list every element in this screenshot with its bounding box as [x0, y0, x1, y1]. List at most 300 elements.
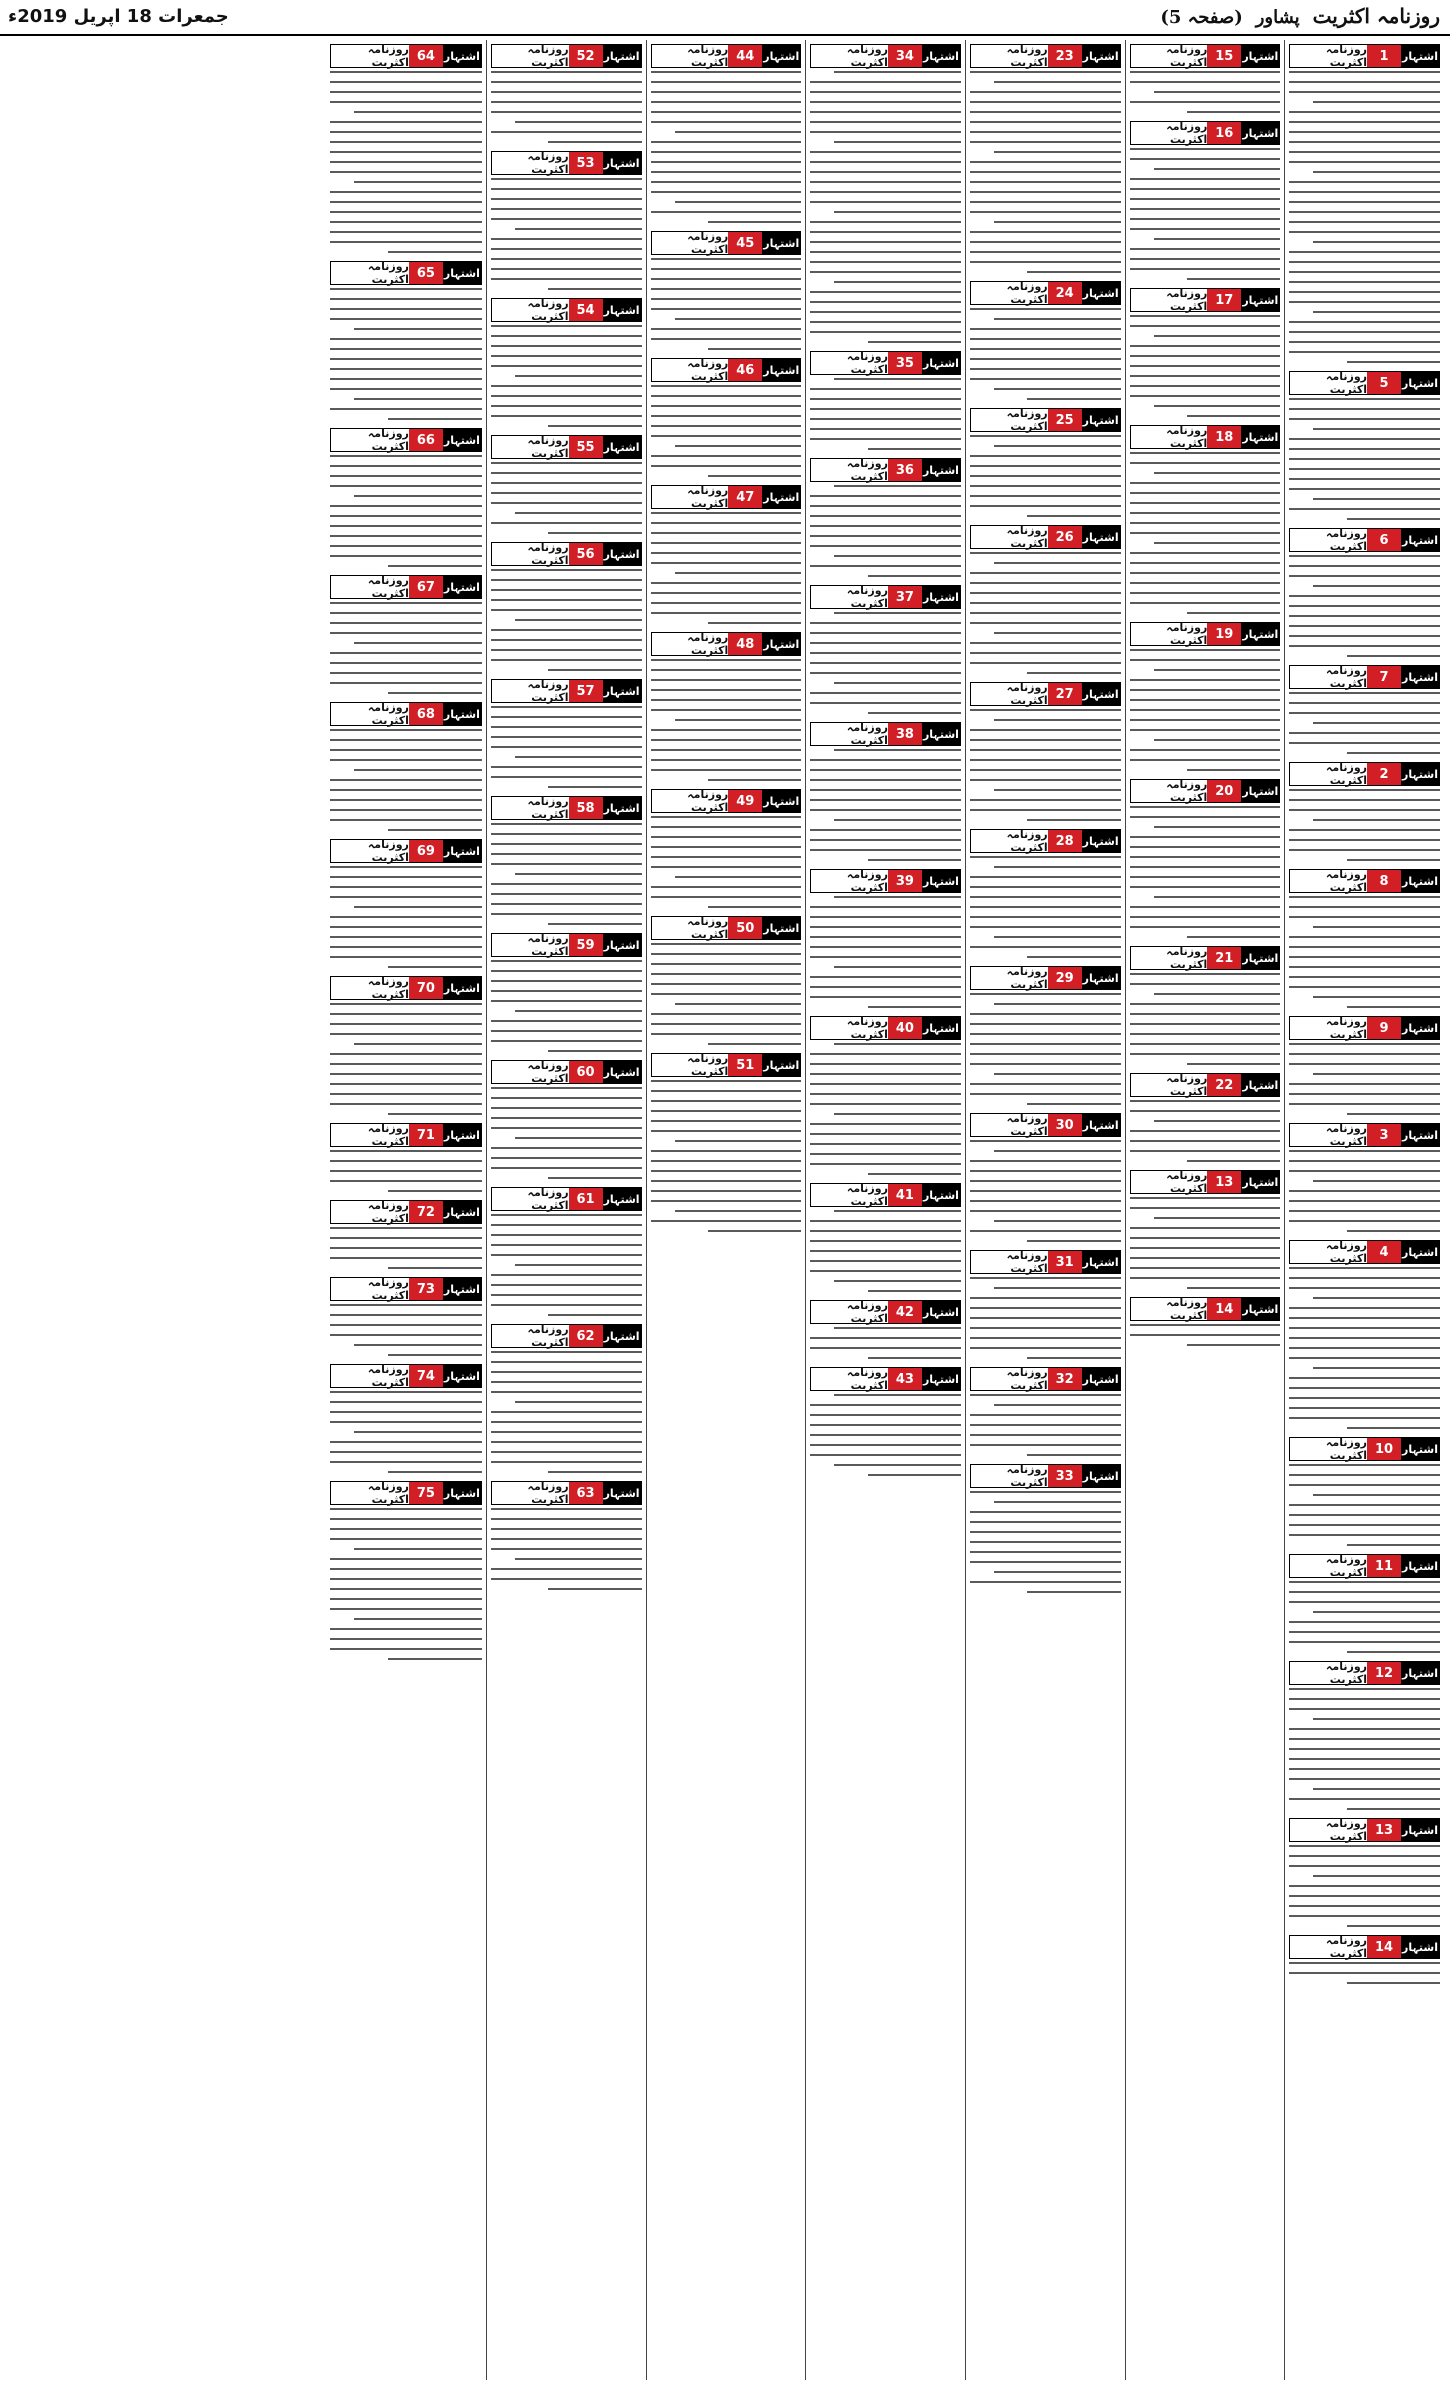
notice-header	[330, 1277, 482, 1301]
notice-kind: روزنامہ اکثریت	[367, 43, 409, 69]
text-line	[970, 1190, 1121, 1192]
notice-header	[330, 1364, 482, 1388]
notice-label: اشتہار	[603, 45, 641, 67]
notice-kind: روزنامہ اکثریت	[1166, 424, 1208, 450]
text-line	[1130, 218, 1281, 220]
text-line	[548, 923, 641, 925]
notice-label: اشتہار	[603, 1188, 641, 1210]
text-line	[1313, 498, 1440, 500]
text-line	[970, 1297, 1121, 1299]
text-line	[1289, 1504, 1440, 1506]
text-line	[810, 221, 961, 223]
text-line	[1347, 1113, 1440, 1115]
notice-header	[970, 408, 1121, 432]
text-line	[1130, 592, 1281, 594]
notice-kind: روزنامہ اکثریت	[1166, 945, 1208, 971]
notice-text	[1130, 973, 1281, 1065]
notice-number: 21	[1207, 947, 1241, 969]
text-line	[1289, 1387, 1440, 1389]
text-line	[1187, 1063, 1280, 1065]
text-line	[970, 251, 1121, 253]
text-line	[330, 1411, 482, 1413]
notice-number: 36	[888, 459, 922, 481]
notice-text	[1289, 692, 1440, 754]
text-line	[1130, 1227, 1281, 1229]
text-line	[1289, 341, 1440, 343]
text-line	[330, 81, 482, 83]
text-line	[810, 1053, 961, 1055]
text-line	[1289, 1855, 1440, 1857]
notice-number: 3	[1367, 1124, 1401, 1146]
text-line	[491, 629, 642, 631]
text-line	[491, 1304, 642, 1306]
notice-text	[651, 385, 802, 477]
notice-number: 68	[409, 703, 443, 725]
text-line	[651, 1200, 802, 1202]
text-line	[330, 916, 482, 918]
notice-label: اشتہار	[443, 1365, 481, 1387]
text-line	[651, 669, 802, 671]
text-line	[330, 632, 482, 634]
text-line	[810, 91, 961, 93]
notice-column	[805, 40, 965, 2380]
notice-label: اشتہار	[1082, 830, 1120, 852]
notice-header	[651, 358, 802, 382]
text-line	[330, 612, 482, 614]
notice-header	[491, 44, 642, 68]
notice-kind: روزنامہ اکثریت	[527, 678, 569, 704]
text-line	[491, 405, 642, 407]
text-line	[330, 555, 482, 557]
notice-header	[970, 1367, 1121, 1391]
text-line	[1289, 231, 1440, 233]
notice-number: 44	[728, 45, 762, 67]
notice-number: 6	[1367, 529, 1401, 551]
text-line	[651, 769, 802, 771]
text-line	[491, 1224, 642, 1226]
notice-text	[491, 706, 642, 788]
text-line	[330, 91, 482, 93]
text-line	[491, 990, 642, 992]
text-line	[810, 388, 961, 390]
text-line	[1027, 672, 1120, 674]
notice-number: 61	[569, 1188, 603, 1210]
text-line	[1130, 482, 1281, 484]
notice-text	[491, 569, 642, 671]
notice-label: اشتہار	[443, 1278, 481, 1300]
text-line	[1130, 188, 1281, 190]
text-line	[810, 201, 961, 203]
notice-header	[970, 829, 1121, 853]
text-line	[491, 1234, 642, 1236]
text-line	[675, 445, 802, 447]
text-line	[810, 495, 961, 497]
text-line	[491, 980, 642, 982]
notice-block	[970, 281, 1121, 400]
text-line	[491, 1157, 642, 1159]
text-line	[491, 823, 642, 825]
text-line	[491, 462, 642, 464]
text-line	[330, 348, 482, 350]
notice-block	[810, 44, 961, 343]
text-line	[810, 1153, 961, 1155]
notice-header	[491, 1060, 642, 1084]
text-line	[330, 946, 482, 948]
text-line	[330, 622, 482, 624]
text-line	[491, 101, 642, 103]
text-line	[330, 799, 482, 801]
text-line	[548, 1050, 641, 1052]
text-line	[354, 642, 481, 644]
text-line	[675, 1003, 802, 1005]
text-line	[651, 211, 802, 213]
text-line	[491, 716, 642, 718]
text-line	[834, 682, 961, 684]
text-line	[330, 866, 482, 868]
notice-text	[330, 729, 482, 831]
notice-block	[330, 1277, 482, 1356]
text-line	[1289, 331, 1440, 333]
notice-kind: روزنامہ اکثریت	[687, 788, 729, 814]
notice-text	[810, 1394, 961, 1476]
text-line	[491, 1117, 642, 1119]
text-line	[810, 171, 961, 173]
notice-number: 45	[728, 232, 762, 254]
notice-header	[330, 44, 482, 68]
text-line	[491, 472, 642, 474]
text-line	[651, 1150, 802, 1152]
notice-label: اشتہار	[1082, 409, 1120, 431]
text-line	[810, 956, 961, 958]
text-line	[330, 1518, 482, 1520]
notice-kind: روزنامہ اکثریت	[846, 1366, 888, 1392]
notice-header	[1130, 622, 1281, 646]
notice-number: 40	[888, 1017, 922, 1039]
text-line	[388, 251, 482, 253]
notice-text	[1289, 71, 1440, 363]
notice-block	[1130, 1170, 1281, 1289]
notice-header	[810, 351, 961, 375]
text-line	[515, 1137, 642, 1139]
notice-number: 31	[1048, 1251, 1082, 1273]
text-line	[330, 368, 482, 370]
notice-text	[970, 1277, 1121, 1359]
notice-text	[330, 866, 482, 968]
notice-kind: روزنامہ اکثریت	[527, 150, 569, 176]
notice-label: اشتہار	[922, 586, 960, 608]
notice-column	[965, 40, 1125, 2380]
notice-block	[1130, 1073, 1281, 1162]
text-line	[994, 1404, 1121, 1406]
notice-label: اشتہار	[1401, 1819, 1439, 1841]
text-line	[491, 335, 642, 337]
notice-header	[810, 585, 961, 609]
text-line	[651, 983, 802, 985]
text-line	[810, 101, 961, 103]
text-line	[1289, 1708, 1440, 1710]
text-line	[548, 141, 641, 143]
notice-block	[810, 1300, 961, 1359]
text-line	[1313, 1718, 1440, 1720]
text-line	[1347, 1230, 1440, 1232]
text-line	[330, 789, 482, 791]
notice-block	[330, 1123, 482, 1192]
notice-label: اشتہار	[603, 1061, 641, 1083]
notice-number: 17	[1207, 289, 1241, 311]
notice-block	[491, 1187, 642, 1316]
text-line	[491, 355, 642, 357]
text-line	[1289, 111, 1440, 113]
text-line	[1130, 1257, 1281, 1259]
text-line	[1130, 1053, 1281, 1055]
text-line	[810, 632, 961, 634]
notice-text	[1130, 452, 1281, 614]
notice-label: اشتہار	[1241, 289, 1279, 311]
text-line	[491, 1461, 642, 1463]
notice-header	[1130, 288, 1281, 312]
text-line	[970, 1541, 1121, 1543]
text-line	[1187, 278, 1280, 280]
text-line	[970, 946, 1121, 948]
text-line	[970, 505, 1121, 507]
text-line	[330, 602, 482, 604]
text-line	[354, 181, 481, 183]
text-line	[834, 1394, 961, 1396]
notice-number: 26	[1048, 526, 1082, 548]
text-line	[970, 809, 1121, 811]
text-line	[810, 779, 961, 781]
text-line	[330, 408, 482, 410]
notice-column	[1284, 40, 1444, 2380]
text-line	[1289, 849, 1440, 851]
text-line	[970, 111, 1121, 113]
text-line	[994, 936, 1121, 938]
text-line	[651, 1190, 802, 1192]
notice-number: 42	[888, 1301, 922, 1323]
text-line	[1289, 1337, 1440, 1339]
text-line	[970, 896, 1121, 898]
notice-block	[651, 44, 802, 223]
notice-header	[970, 525, 1121, 549]
notice-kind: روزنامہ اکثریت	[1166, 1296, 1208, 1322]
notice-kind: روزنامہ اکثریت	[846, 721, 888, 747]
text-line	[330, 455, 482, 457]
text-line	[868, 1474, 961, 1476]
notice-kind: روزنامہ اکثریت	[687, 357, 729, 383]
notice-header	[491, 1481, 642, 1505]
notice-block	[970, 408, 1121, 517]
notice-number: 59	[569, 934, 603, 956]
notice-text	[1130, 148, 1281, 280]
text-line	[1130, 1013, 1281, 1015]
notice-number: 18	[1207, 426, 1241, 448]
text-line	[1187, 1287, 1280, 1289]
notice-block	[1130, 779, 1281, 938]
text-line	[354, 1618, 481, 1620]
text-line	[491, 1284, 642, 1286]
text-line	[491, 1508, 642, 1510]
text-line	[354, 495, 481, 497]
text-line	[1130, 1247, 1281, 1249]
text-line	[1289, 321, 1440, 323]
notice-header	[651, 485, 802, 509]
text-line	[1130, 816, 1281, 818]
text-line	[1289, 1407, 1440, 1409]
notice-kind: روزنامہ اکثریت	[527, 932, 569, 958]
text-line	[515, 756, 642, 758]
text-line	[330, 1033, 482, 1035]
text-line	[970, 602, 1121, 604]
notice-number: 49	[728, 790, 762, 812]
text-line	[491, 589, 642, 591]
text-line	[970, 1210, 1121, 1212]
notice-number: 66	[409, 429, 443, 451]
notice-block	[330, 261, 482, 420]
text-line	[1289, 1895, 1440, 1897]
text-line	[651, 385, 802, 387]
text-line	[1130, 1100, 1281, 1102]
text-line	[651, 328, 802, 330]
text-line	[1130, 1237, 1281, 1239]
text-line	[491, 1441, 642, 1443]
text-line	[354, 1043, 481, 1045]
notice-number: 52	[569, 45, 603, 67]
text-line	[491, 345, 642, 347]
text-line	[970, 495, 1121, 497]
text-line	[330, 121, 482, 123]
text-line	[1289, 966, 1440, 968]
text-line	[651, 729, 802, 731]
notice-header	[491, 542, 642, 566]
notice-header	[651, 231, 802, 255]
text-line	[651, 435, 802, 437]
notice-kind: روزنامہ اکثریت	[846, 1015, 888, 1041]
text-line	[868, 1173, 961, 1175]
text-line	[330, 1628, 482, 1630]
text-line	[330, 819, 482, 821]
text-line	[330, 1073, 482, 1075]
text-line	[1130, 158, 1281, 160]
notice-text	[651, 512, 802, 624]
notice-label: اشتہار	[603, 299, 641, 321]
notice-text	[810, 485, 961, 577]
text-line	[491, 599, 642, 601]
notice-header	[491, 1324, 642, 1348]
notice-number: 53	[569, 152, 603, 174]
text-line	[810, 996, 961, 998]
notice-block	[970, 966, 1121, 1105]
notice-label: اشتہار	[603, 543, 641, 565]
text-line	[651, 101, 802, 103]
text-line	[970, 916, 1121, 918]
text-line	[970, 358, 1121, 360]
notice-block	[970, 1250, 1121, 1359]
text-line	[810, 1260, 961, 1262]
text-line	[810, 986, 961, 988]
text-line	[970, 338, 1121, 340]
text-line	[330, 211, 482, 213]
notice-block	[1289, 665, 1440, 754]
text-line	[810, 672, 961, 674]
text-line	[1289, 91, 1440, 93]
notice-kind: روزنامہ اکثریت	[1006, 280, 1048, 306]
notice-header	[1289, 1818, 1440, 1842]
text-line	[810, 291, 961, 293]
text-line	[388, 1471, 482, 1473]
notice-text	[970, 856, 1121, 958]
text-line	[354, 769, 481, 771]
text-line	[1289, 565, 1440, 567]
text-line	[330, 288, 482, 290]
notice-kind: روزنامہ اکثریت	[1006, 1463, 1048, 1489]
notice-block	[970, 682, 1121, 821]
text-line	[994, 1220, 1121, 1222]
text-line	[1289, 1063, 1440, 1065]
notice-label: اشتہار	[443, 1201, 481, 1223]
text-line	[1130, 258, 1281, 260]
text-line	[491, 1578, 642, 1580]
text-line	[994, 388, 1121, 390]
text-line	[651, 1120, 802, 1122]
text-line	[1289, 605, 1440, 607]
text-line	[651, 1080, 802, 1082]
text-line	[651, 1220, 802, 1222]
text-line	[651, 278, 802, 280]
notice-text	[970, 552, 1121, 674]
notice-text	[970, 308, 1121, 400]
notice-column	[646, 40, 806, 2380]
text-line	[1313, 1297, 1440, 1299]
text-line	[1313, 171, 1440, 173]
notice-text	[1289, 1464, 1440, 1546]
notice-text	[651, 71, 802, 223]
notice-number: 39	[888, 870, 922, 892]
notice-block	[810, 869, 961, 1008]
text-line	[1289, 1641, 1440, 1643]
notice-number: 48	[728, 633, 762, 655]
text-line	[1130, 679, 1281, 681]
text-line	[1130, 973, 1281, 975]
text-line	[330, 1578, 482, 1580]
text-line	[330, 1508, 482, 1510]
notice-label: اشتہار	[1401, 870, 1439, 892]
text-line	[834, 378, 961, 380]
text-line	[970, 121, 1121, 123]
text-line	[491, 248, 642, 250]
notice-header	[1289, 1437, 1440, 1461]
notice-kind: روزنامہ اکثریت	[367, 427, 409, 453]
text-line	[1130, 71, 1281, 73]
notice-number: 55	[569, 436, 603, 458]
text-line	[994, 151, 1121, 153]
text-line	[330, 1608, 482, 1610]
text-line	[970, 131, 1121, 133]
text-line	[330, 221, 482, 223]
text-line	[651, 943, 802, 945]
notice-text	[330, 1391, 482, 1473]
text-line	[1289, 1601, 1440, 1603]
text-line	[515, 375, 642, 377]
text-line	[868, 1006, 961, 1008]
text-line	[810, 398, 961, 400]
notice-number: 14	[1367, 1936, 1401, 1958]
notice-block	[491, 435, 642, 534]
text-line	[330, 956, 482, 958]
text-line	[970, 161, 1121, 163]
text-line	[868, 1357, 961, 1359]
text-line	[970, 261, 1121, 263]
notice-text	[330, 455, 482, 567]
